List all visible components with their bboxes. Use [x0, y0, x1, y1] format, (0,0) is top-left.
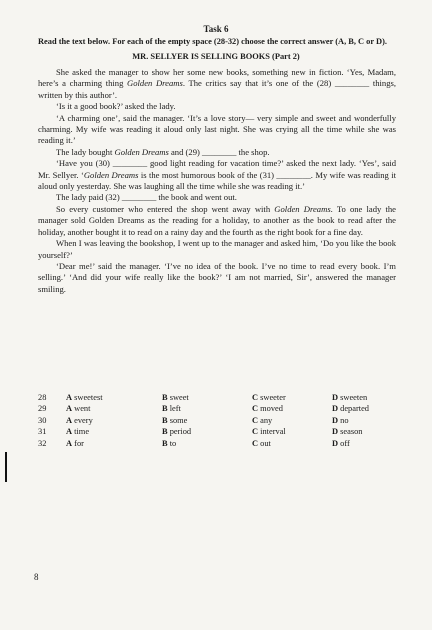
answer-row [38, 392, 398, 403]
question-number: 31 [38, 427, 47, 437]
option-b: B some [162, 415, 188, 425]
option-b: B to [162, 438, 177, 448]
paragraph: ‘A charming one’, said the manager. ‘It’s a love story— very simple and sweet and wonderfully charming. My wife was reading it aloud only last night. She was crying all the time while she was reading it.’ [38, 112, 396, 146]
margin-mark [5, 452, 7, 482]
paragraph: ‘Have you (30) ________ good light reading for vacation time?’ asked the next lady. ‘Yes’, said Mr. Sellyer. ‘Golden Dreams is the most humorous book of the (31) ________. My wife was reading it aloud only yesterday. She was laughing all the time while she was reading it.’ [38, 158, 397, 192]
paragraph: When I was leaving the bookshop, I went up to the manager and asked him, ‘Do you like the book yourself?’ [38, 238, 396, 260]
option-c: C moved [252, 404, 283, 414]
question-number: 30 [38, 415, 47, 425]
option-a: A time [66, 427, 90, 437]
option-d: D no [332, 415, 349, 425]
option-c: C any [252, 415, 273, 425]
paragraph: She asked the manager to show her some new books, something new in fiction. ‘Yes, Madam, here’s a charming thing Golden Dreams. The critics say that it’s one of the (28) ________ things, written by this author’. [38, 67, 397, 100]
answer-row [38, 403, 398, 414]
option-a: A every [66, 415, 93, 425]
paragraph: So every customer who entered the shop went away with Golden Dreams. To one lady the manager sold Golden Dreams as the reading for a holiday, to another as the book to read after the holiday, another bought it to read on a rainy day and the fourth as the right book for a fine day. [38, 203, 396, 237]
reading-text [38, 67, 396, 295]
answer-row [38, 426, 398, 437]
answer-options [38, 392, 398, 449]
option-b: B left [162, 404, 181, 414]
task-title: Task 6 [203, 24, 229, 34]
question-number: 28 [38, 393, 47, 402]
option-a: A went [66, 404, 91, 414]
paragraph: ‘Dear me!’ said the manager. ‘I’ve no idea of the book. I’ve no time to read every book. I’m selling.’ ‘And did your wife really like the book?’ ‘I am not married, Sir’, answered the manager smiling. [38, 260, 396, 294]
option-b: B sweet [162, 393, 189, 402]
option-b: B period [162, 427, 192, 437]
option-d: D off [332, 438, 350, 448]
paragraph: The lady paid (32) ________ the book and went out. [56, 192, 237, 203]
option-a: A for [66, 438, 84, 448]
option-d: D departed [332, 404, 369, 414]
text-heading: MR. SELLYER IS SELLING BOOKS (Part 2) [132, 52, 300, 61]
option-d: D sweeten [332, 393, 368, 402]
task-instruction: Read the text below. For each of the empty space (28-32) choose the correct answer (A, B, C or D). [38, 37, 387, 46]
option-c: C interval [252, 427, 286, 437]
option-c: C out [252, 438, 271, 448]
answer-row [38, 415, 398, 426]
paragraph: ‘Is it a good book?’ asked the lady. [56, 101, 176, 112]
option-d: D season [332, 427, 363, 437]
page-number: 8 [34, 572, 39, 582]
option-a: A sweetest [66, 393, 103, 402]
question-number: 29 [38, 404, 47, 414]
option-c: C sweeter [252, 393, 286, 402]
paragraph: The lady bought Golden Dreams and (29) ________ the shop. [56, 146, 270, 157]
answer-row [38, 438, 398, 449]
question-number: 32 [38, 438, 47, 448]
